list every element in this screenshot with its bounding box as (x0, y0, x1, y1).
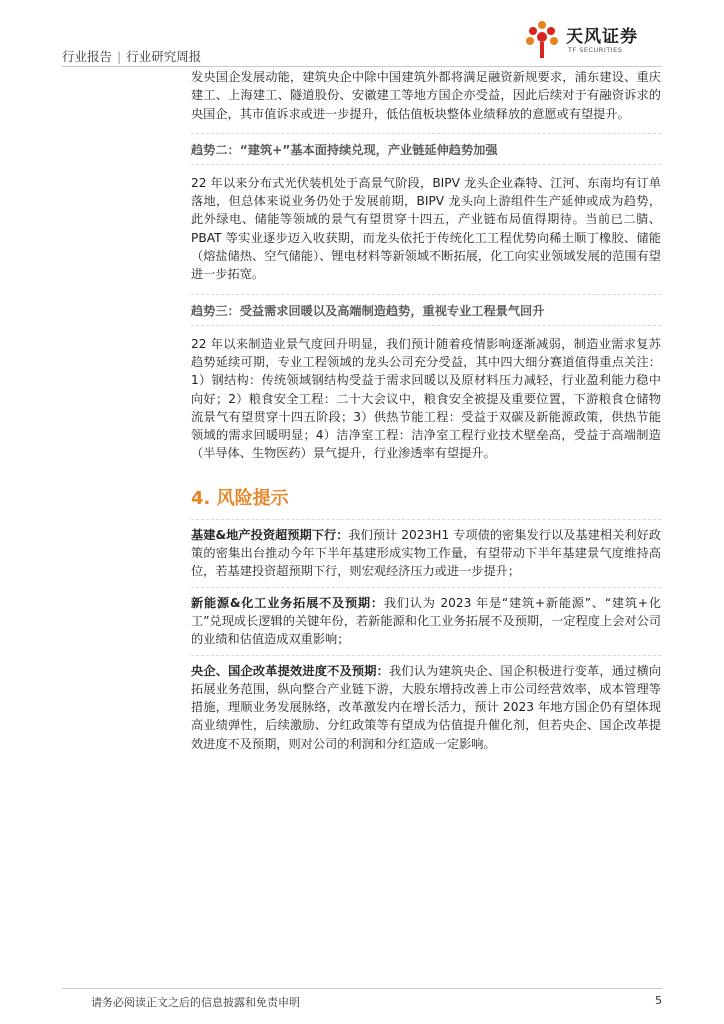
risk-item-text: 我们认为建筑央企、国企积极进行变革，通过横向拓展业务范围，纵向整合产业链下游，大股东增持改善上市公司经营效率，成本管理等措施，理顺业务发展脉络，改革激发内在增长活力，预计 2023 年地方国企仍有望体现高业绩弹性，后续激励、分红政策等有望成为估值提升催化剂，但若央企、国企改革提效进度不及预期，则对公司的利润和分红造成一定影响。 (191, 663, 662, 751)
trend3-paragraph: 22 年以来制造业景气度回升明显，我们预计随着疫情影响逐渐减弱，制造业需求复苏趋势延续可期，专业工程领域的龙头公司充分受益，其中四大细分赛道值得重点关注：1）钢结构：传统领域钢结构受益于需求回暖以及原材料压力减轻，行业盈利能力稳中向好；2）粮食安全工程：二十大会议中，粮食安全被提及重要位置，下游粮食仓储物流景气有望贯穿十四五阶段；3）供热节能工程：受益于双碳及新能源政策，供热节能领域的需求回暖明显；4）洁净室工程：洁净室工程行业技术壁垒高，受益于高端制造（半导体、生物医药）景气提升，行业渗透率有望提升。 (191, 336, 661, 461)
risk-item-soe-reform (191, 662, 661, 753)
risk-item-infrastructure (191, 526, 661, 581)
page-header (62, 0, 662, 66)
header-divider (62, 66, 662, 67)
trend3-heading: 趋势三：受益需求回暖以及高端制造趋势，重视专业工程景气回升 (191, 303, 545, 318)
risk-item-label: 基建&地产投资超预期下行： (191, 527, 349, 542)
trend2-heading: 趋势二：“建筑+”基本面持续兑现，产业链延伸趋势加强 (191, 142, 498, 157)
company-logo (524, 20, 662, 60)
logo-chinese-name: 天风证券 (566, 27, 638, 47)
footer-divider (62, 988, 662, 989)
risk-item-label: 新能源&化工业务拓展不及预期： (191, 595, 384, 610)
tf-logo-icon (524, 20, 560, 60)
section-divider (191, 133, 661, 134)
section-divider (191, 294, 661, 295)
report-subtype-label: 行业研究周报 (126, 49, 202, 64)
intro-paragraph: 发央国企发展动能，建筑央企中除中国建筑外都将满足融资新规要求，浦东建设、重庆建工、上海建工、隧道股份、安徽建工等地方国企亦受益，因此后续对于有融资诉求的央国企，其市值诉求或进一步提升，低估值板块整体业绩释放的意愿或有望提升。 (191, 70, 661, 121)
risk-item-label: 央企、国企改革提效进度不及预期： (191, 663, 389, 678)
trend2-paragraph: 22 年以来分布式光伏装机处于高景气阶段，BIPV 龙头企业森特、江河、东南均有订单落地，但总体来说业务仍处于发展前期，BIPV 龙头向上游组件生产延伸或成为趋势，此外绿电、储能等领域的景气有望贯穿十四五，产业链布局值得期待。当前已二腈、PBAT 等实业逐步迈入收获期，而龙头依托于传统化工工程优势向稀土顺丁橡胶、储能（熔盐储热、空气储能）、锂电材料等新领域不断拓展，化工向实业领域发展的范围有望进一步拓宽。 (191, 175, 661, 282)
risk-item-text: 我们预计 2023H1 专项债的密集发行以及基建相关利好政策的密集出台推动今年下半年基建形成实物工作量，有望带动下半年基建景气度维持高位，若基建投资超预期下行，则宏观经济压力或进一步提升； (191, 527, 661, 579)
report-category (62, 47, 201, 65)
header-separator: | (117, 49, 122, 64)
footer-disclaimer: 请务必阅读正文之后的信息披露和免责申明 (91, 996, 300, 1009)
report-type-label: 行业报告 (62, 49, 113, 64)
page-number: 5 (655, 994, 662, 1007)
risk-section-title: 4. 风险提示 (191, 487, 289, 509)
logo-english-name: TF SECURITIES (568, 46, 623, 54)
main-content (191, 68, 661, 753)
risk-item-new-energy (191, 594, 661, 649)
risk-item-text: 我们认为 2023 年是“建筑+新能源”、“建筑+化工”兑现成长逻辑的关键年份，若新能源和化工业务拓展不及预期，一定程度上会对公司的业绩和估值造成双重影响； (191, 595, 661, 647)
